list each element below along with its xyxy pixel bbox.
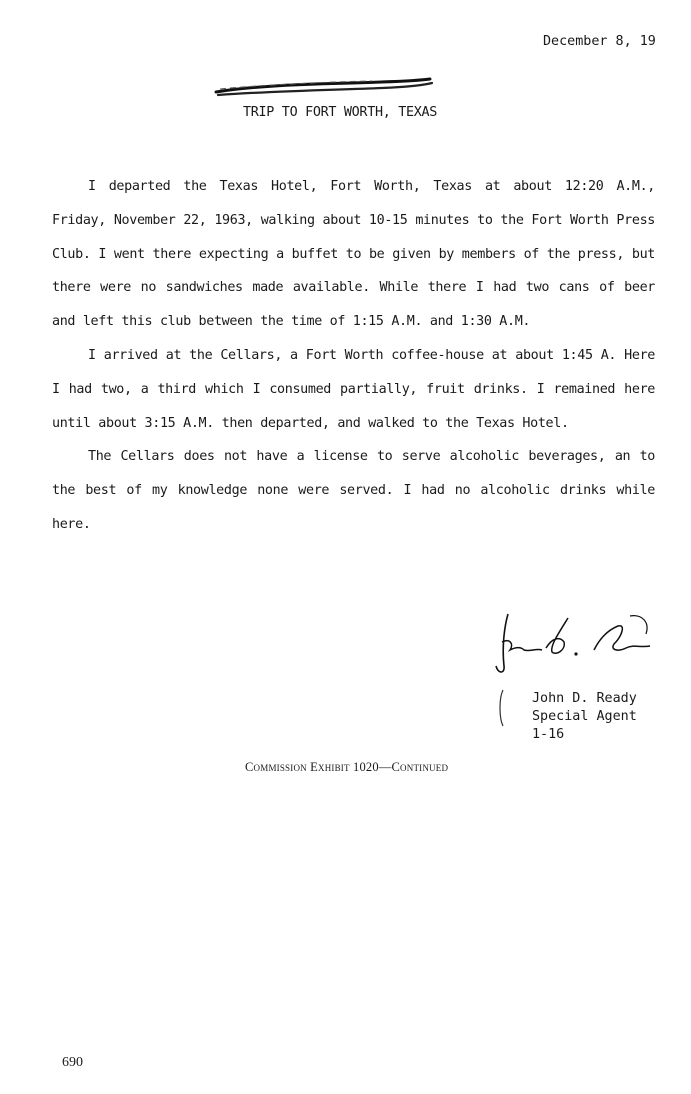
- signature-block: [532, 690, 637, 744]
- page-number: 690: [62, 1055, 83, 1070]
- document-title: TRIP TO FORT WORTH, TEXAS: [243, 105, 438, 120]
- signature-bracket: [495, 688, 507, 728]
- paragraph-alcohol-statement: The Cellars does not have a license to serve alcoholic beverages, an to the best of my knowledge none were served. I had no alcoholic drinks while here.: [52, 449, 655, 532]
- signer-code: 1-16: [532, 727, 565, 742]
- paragraph-departure: I departed the Texas Hotel, Fort Worth, Texas at about 12:20 A.M., Friday, November 22, 1963, walking about 10-15 minutes to the Fort Worth Press Club. I went there expecting a buffet to be given by members of the press, but there were no sandwiches made available. While there I had two cans of beer and left this club between the time of 1:15 A.M. and 1:30 A.M.: [52, 179, 655, 330]
- document-date: December 8, 19: [543, 34, 656, 49]
- handwritten-signature: [490, 608, 660, 678]
- statement-body: [52, 170, 655, 542]
- signer-title: Special Agent: [532, 709, 637, 724]
- signer-name: John D. Ready: [532, 691, 637, 706]
- struck-out-heading: [212, 74, 437, 100]
- paragraph-cellars-arrival: I arrived at the Cellars, a Fort Worth coffee-house at about 1:45 A. Here I had two, a third which I consumed partially, fruit drinks. I remained here until about 3:15 A.M. then departed, and walked to the Texas Hotel.: [52, 347, 655, 431]
- exhibit-caption: Commission Exhibit 1020—Continued: [245, 760, 449, 774]
